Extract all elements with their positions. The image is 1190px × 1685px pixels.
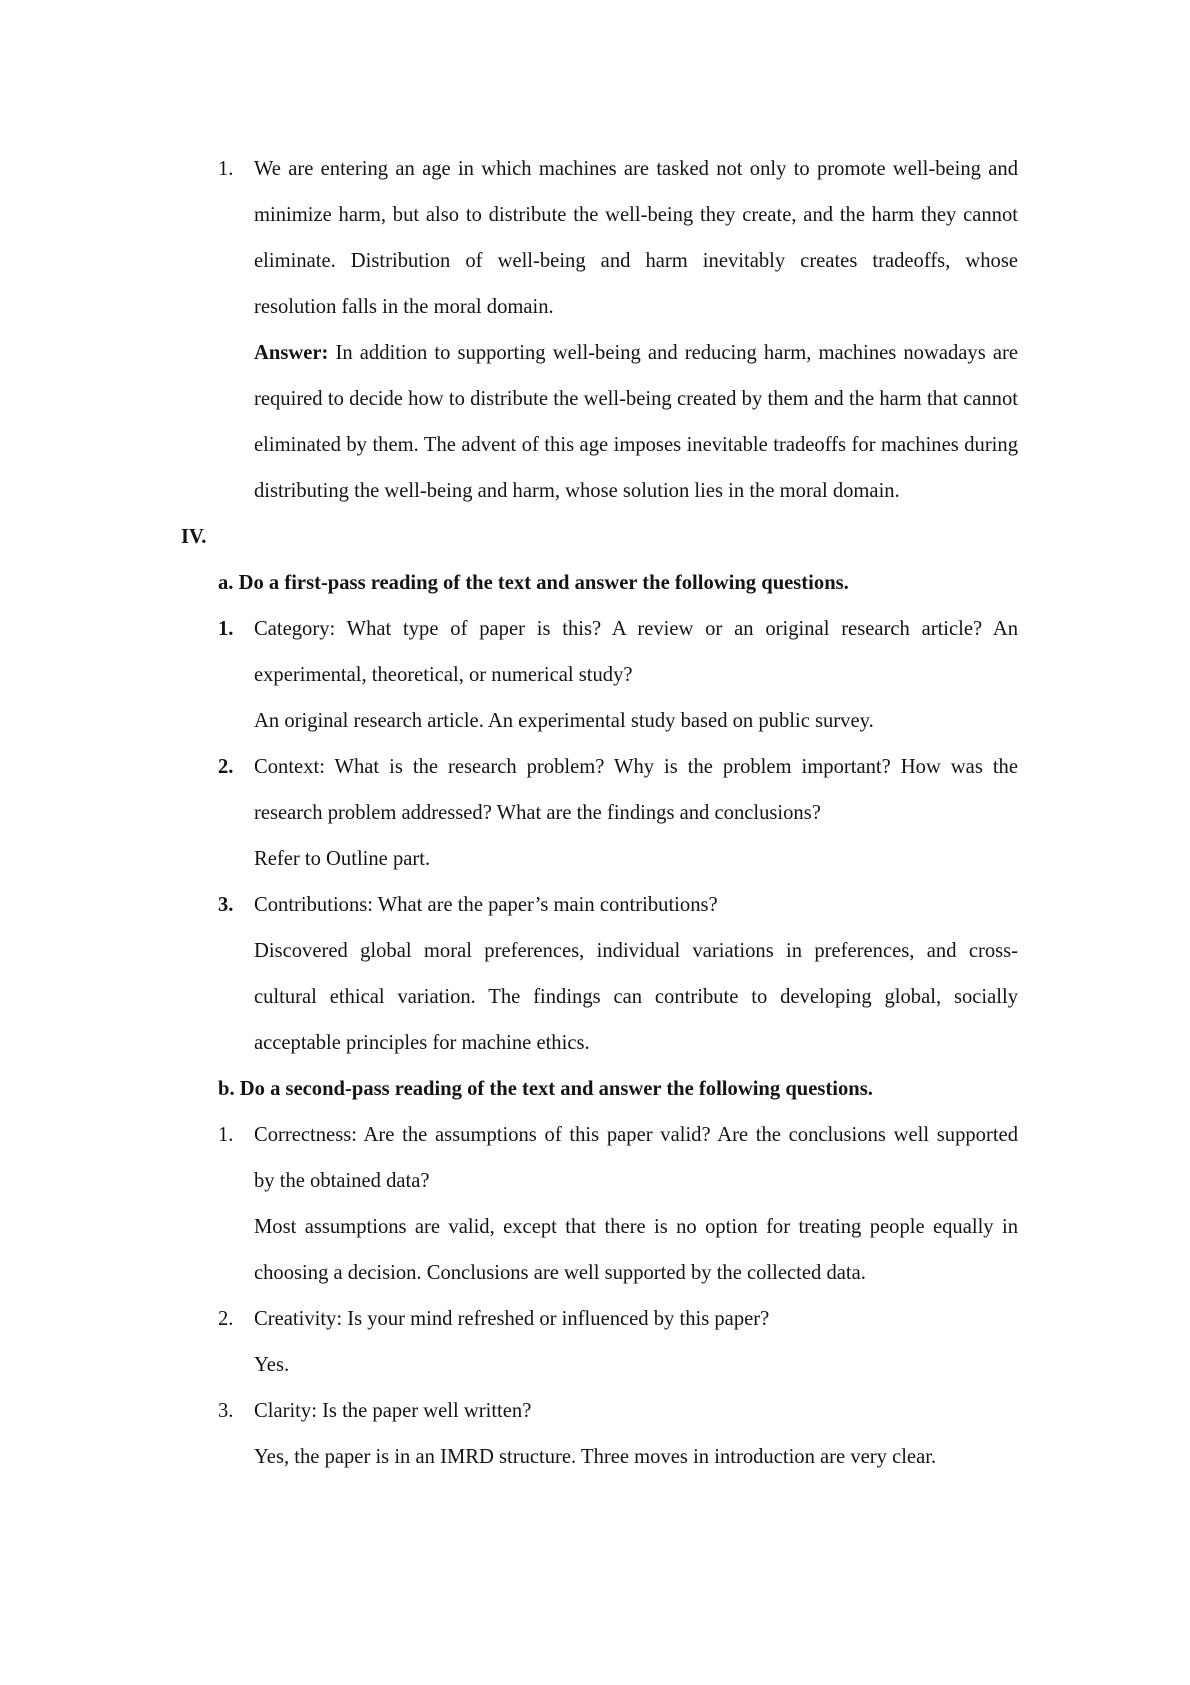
answer-line: choosing a decision. Conclusions are well supported by the collected data.	[254, 1262, 866, 1284]
question-number: 2.	[218, 1308, 234, 1330]
answer-line: Yes.	[254, 1354, 290, 1376]
part-a-heading: a. Do a first-pass reading of the text and answer the following questions.	[218, 572, 849, 594]
question-line: by the obtained data?	[254, 1170, 430, 1192]
question-line: Clarity: Is the paper well written?	[254, 1400, 532, 1422]
question-line: Correctness: Are the assumptions of this paper valid? Are the conclusions well supported	[254, 1124, 1018, 1146]
answer-line	[254, 341, 1018, 365]
answer-label: Answer:	[254, 342, 329, 364]
item-text-line: We are entering an age in which machines are tasked not only to promote well-being and	[254, 158, 1018, 180]
answer-line: Yes, the paper is in an IMRD structure. Three moves in introduction are very clear.	[254, 1446, 937, 1468]
answer-line: Most assumptions are valid, except that there is no option for treating people equally in	[254, 1216, 1018, 1238]
answer-line: required to decide how to distribute the well-being created by them and the harm that cannot	[254, 388, 1018, 410]
item-text-line: resolution falls in the moral domain.	[254, 296, 554, 318]
question-number: 3.	[218, 894, 234, 916]
question-number: 3.	[218, 1400, 234, 1422]
question-number: 1.	[218, 618, 234, 640]
answer-line: distributing the well-being and harm, whose solution lies in the moral domain.	[254, 480, 900, 502]
answer-line: eliminated by them. The advent of this age imposes inevitable tradeoffs for machines during	[254, 434, 1018, 456]
question-line: research problem addressed? What are the findings and conclusions?	[254, 802, 821, 824]
section-label: IV.	[181, 526, 207, 548]
question-line: experimental, theoretical, or numerical study?	[254, 664, 633, 686]
answer-line: cultural ethical variation. The findings can contribute to developing global, socially	[254, 986, 1018, 1008]
question-line: Category: What type of paper is this? A review or an original research article? An	[254, 618, 1018, 640]
question-line: Context: What is the research problem? Why is the problem important? How was the	[254, 756, 1018, 778]
question-line: Creativity: Is your mind refreshed or influenced by this paper?	[254, 1308, 770, 1330]
answer-line: acceptable principles for machine ethics.	[254, 1032, 590, 1054]
item-text-line: eliminate. Distribution of well-being and harm inevitably creates tradeoffs, whose	[254, 250, 1018, 272]
answer-line: Refer to Outline part.	[254, 848, 431, 870]
answer-line: An original research article. An experimental study based on public survey.	[254, 710, 874, 732]
item-number: 1.	[218, 158, 234, 180]
item-text-line: minimize harm, but also to distribute the well-being they create, and the harm they cannot	[254, 204, 1018, 226]
answer-first-text: In addition to supporting well-being and reducing harm, machines nowadays are	[335, 342, 1018, 364]
question-number: 2.	[218, 756, 234, 778]
answer-line: Discovered global moral preferences, individual variations in preferences, and cross-	[254, 940, 1018, 962]
question-number: 1.	[218, 1124, 234, 1146]
question-line: Contributions: What are the paper’s main contributions?	[254, 894, 718, 916]
part-b-heading: b. Do a second-pass reading of the text and answer the following questions.	[218, 1078, 873, 1100]
